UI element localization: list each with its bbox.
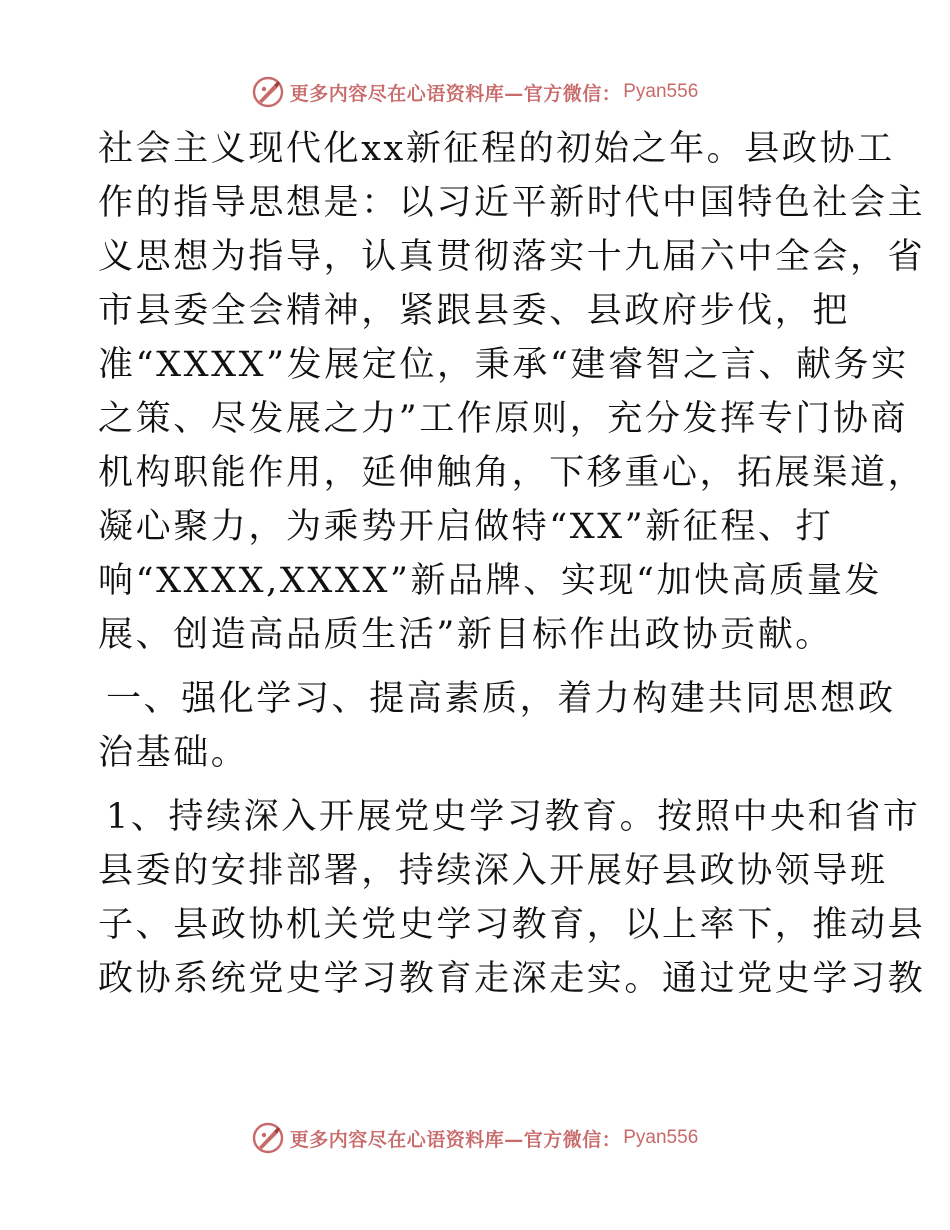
text-line: 作的指导思想是：以习近平新时代中国特色社会主 xyxy=(98,183,926,223)
watermark-wechat-id: Pyan556 xyxy=(623,81,699,102)
footer-watermark xyxy=(0,1118,950,1158)
section-heading xyxy=(98,672,896,780)
paragraph-guiding-thought xyxy=(98,122,926,662)
text-line: 义思想为指导，认真贯彻落实十九届六中全会，省 xyxy=(98,237,926,277)
text-line: 子、县政协机关党史学习教育，以上率下，推动县 xyxy=(98,905,926,945)
heading-line: 一、强化学习、提高素质，着力构建共同思想政 xyxy=(106,679,896,719)
text-line: 市县委全会精神，紧跟县委、县政府步伐，把 xyxy=(98,291,851,331)
quill-logo-icon xyxy=(252,76,284,108)
paragraph-item-1 xyxy=(98,790,926,1006)
text-line: 县委的安排部署，持续深入开展好县政协领导班 xyxy=(98,851,888,891)
heading-line: 治基础。 xyxy=(98,733,249,773)
text-line: 响“XXXX,XXXX”新品牌、实现“加快高质量发 xyxy=(98,561,883,601)
text-line: 1、持续深入开展党史学习教育。按照中央和省市 xyxy=(106,797,921,837)
text-line: 政协系统党史学习教育走深走实。通过党史学习教 xyxy=(98,959,926,999)
text-line: 机构职能作用，延伸触角，下移重心，拓展渠道， xyxy=(98,453,926,493)
text-line: 展、创造高品质生活”新目标作出政协贡献。 xyxy=(98,615,833,655)
text-line: 之策、尽发展之力”工作原则，充分发挥专门协商 xyxy=(98,399,909,439)
header-watermark xyxy=(0,72,950,112)
text-line: 社会主义现代化xx新征程的初始之年。县政协工 xyxy=(98,129,895,169)
text-line: 凝心聚力，为乘势开启做特“XX”新征程、打 xyxy=(98,507,834,547)
quill-logo-icon xyxy=(252,1122,284,1154)
watermark-text: 更多内容尽在心语资料库—官方微信： xyxy=(289,1128,622,1151)
watermark-wechat-id: Pyan556 xyxy=(623,1127,699,1148)
text-line: 准“XXXX”发展定位，秉承“建睿智之言、献务实 xyxy=(98,345,909,385)
watermark-text: 更多内容尽在心语资料库—官方微信： xyxy=(289,82,622,105)
document-body xyxy=(98,122,926,1006)
